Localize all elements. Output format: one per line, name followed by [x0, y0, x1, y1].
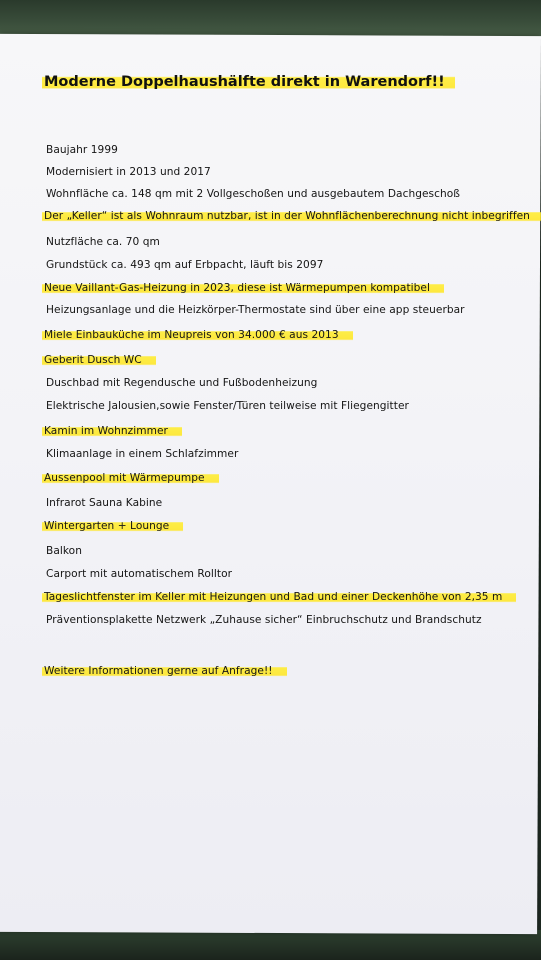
feature-line-highlighted: Aussenpool mit Wärmepumpe — [42, 472, 219, 484]
feature-line: Elektrische Jalousien,sowie Fenster/Türen teilweise mit Fliegengitter — [46, 400, 409, 412]
feature-line: Wohnfläche ca. 148 qm mit 2 Vollgeschoßen und ausgebautem Dachgeschoß — [46, 188, 461, 200]
feature-line: Heizungsanlage und die Heizkörper-Thermostate sind über eine app steuerbar — [46, 304, 465, 316]
feature-line-highlighted: Kamin im Wohnzimmer — [42, 425, 182, 437]
footer-note: Weitere Informationen gerne auf Anfrage!! — [42, 665, 287, 677]
document-title: Moderne Doppelhaushälfte direkt in Warendorf!! — [42, 74, 455, 90]
feature-line-highlighted: Der „Keller“ ist als Wohnraum nutzbar, ist in der Wohnflächenberechnung nicht inbegriffen — [42, 210, 541, 222]
feature-line: Nutzfläche ca. 70 qm — [46, 236, 160, 248]
background-bottom — [0, 930, 541, 960]
feature-line: Grundstück ca. 493 qm auf Erbpacht, läuft bis 2097 — [46, 259, 324, 271]
feature-line-highlighted: Tageslichtfenster im Keller mit Heizungen und Bad und einer Deckenhöhe von 2,35 m — [42, 591, 516, 603]
feature-line: Modernisiert in 2013 und 2017 — [46, 166, 211, 178]
feature-line: Präventionsplakette Netzwerk „Zuhause sicher“ Einbruchschutz und Brandschutz — [46, 614, 482, 626]
feature-line: Carport mit automatischem Rolltor — [46, 568, 233, 580]
feature-line: Baujahr 1999 — [46, 144, 118, 156]
feature-line: Balkon — [46, 545, 82, 557]
feature-line: Klimaanlage in einem Schlafzimmer — [46, 448, 239, 460]
feature-line-highlighted: Wintergarten + Lounge — [42, 520, 183, 532]
feature-line-highlighted: Neue Vaillant-Gas-Heizung in 2023, diese ist Wärmepumpen kompatibel — [42, 282, 444, 294]
feature-line: Duschbad mit Regendusche und Fußbodenheizung — [46, 377, 318, 389]
feature-line: Infrarot Sauna Kabine — [46, 497, 163, 509]
feature-line-highlighted: Geberit Dusch WC — [42, 354, 156, 366]
feature-line-highlighted: Miele Einbauküche im Neupreis von 34.000 € aus 2013 — [42, 329, 353, 341]
